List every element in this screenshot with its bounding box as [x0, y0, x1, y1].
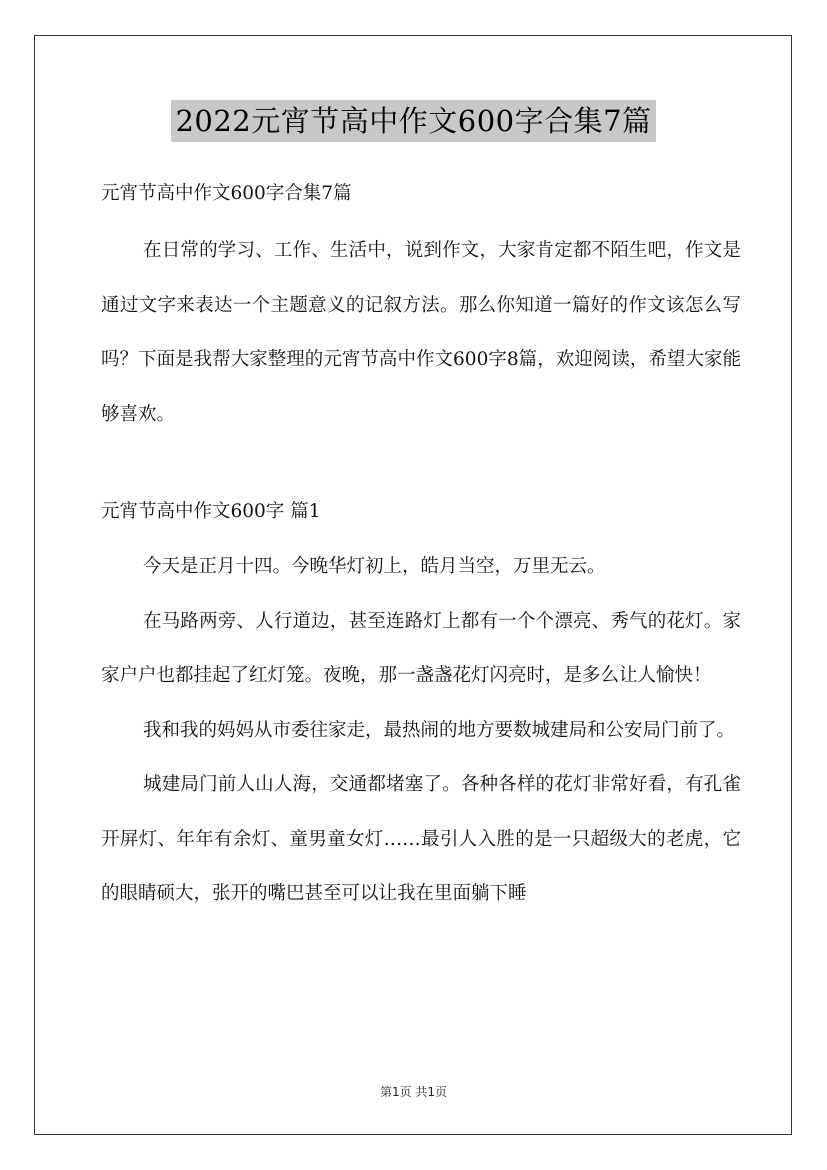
- body-paragraph: 我和我的妈妈从市委往家走，最热闹的地方要数城建局和公安局门前了。: [143, 719, 736, 741]
- document-body: [101, 176, 741, 922]
- body-paragraph: 今天是正月十四。今晚华灯初上，皓月当空，万里无云。: [143, 556, 606, 577]
- section-gap: [101, 442, 741, 494]
- page-number: 第1页 共1页: [379, 1085, 448, 1099]
- page-footer: [0, 1083, 827, 1100]
- title-container: [0, 100, 827, 142]
- body-paragraph: 城建局门前人山人海，交通都堵塞了。各种各样的花灯非常好看，有孔雀开屏灯、年年有余灯、童男童女灯……最引人入胜的是一只超级大的老虎，它的眼睛硕大，张开的嘴巴甚至可以让我在里面躺下睡: [101, 774, 741, 904]
- document-subtitle: 元宵节高中作文600字合集7篇: [101, 183, 352, 204]
- intro-paragraph: 在日常的学习、工作、生活中，说到作文，大家肯定都不陌生吧，作文是通过文字来表达一个主题意义的记叙方法。那么你知道一篇好的作文该怎么写吗？下面是我帮大家整理的元宵节高中作文600字8篇，欢迎阅读，希望大家能够喜欢。: [101, 240, 741, 425]
- section-heading: 元宵节高中作文600字 篇1: [101, 501, 321, 522]
- document-title: 2022元宵节高中作文600字合集7篇: [171, 100, 655, 142]
- body-paragraph: 在马路两旁、人行道边，甚至连路灯上都有一个个漂亮、秀气的花灯。家家户户也都挂起了红灯笼。夜晚，那一盏盏花灯闪亮时，是多么让人愉快！: [101, 610, 741, 686]
